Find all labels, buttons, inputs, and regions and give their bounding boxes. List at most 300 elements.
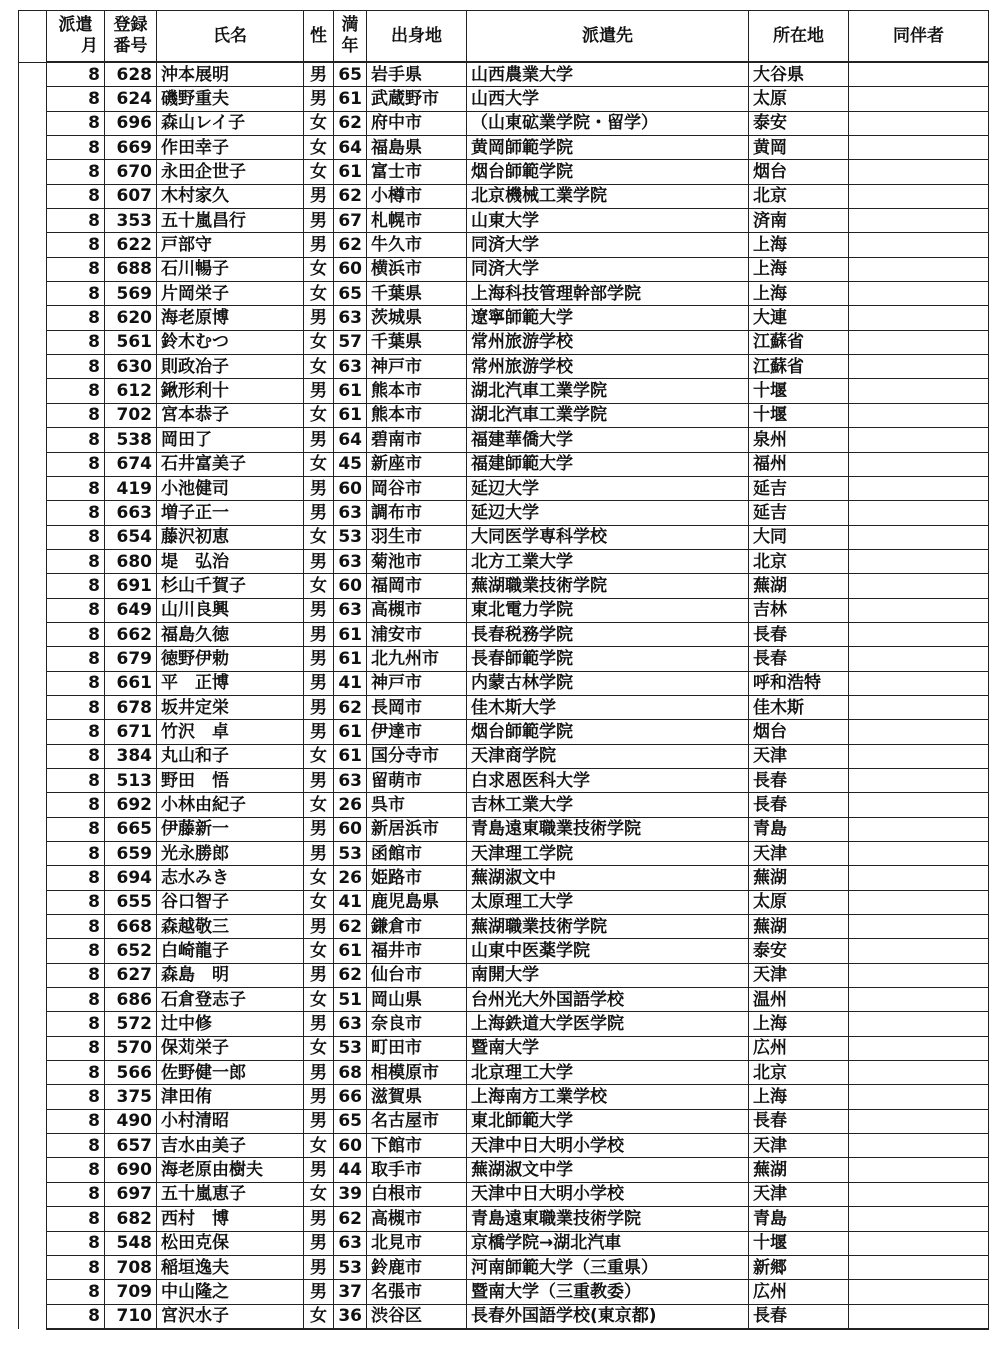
table-header [19,11,989,63]
table-row [19,768,989,792]
cell-blank [19,62,47,87]
table-row [19,890,989,914]
cell-month: 8 [47,476,105,500]
cell-name: 海老原博 [157,306,304,330]
cell-age: 41 [334,890,367,914]
cell-month: 8 [47,647,105,671]
cell-age: 65 [334,1109,367,1133]
cell-destination: 天津商学院 [467,744,749,768]
cell-month: 8 [47,160,105,184]
cell-month: 8 [47,1134,105,1158]
cell-month: 8 [47,720,105,744]
cell-registration-number: 624 [105,87,157,111]
cell-age: 53 [334,1036,367,1060]
cell-name: 小池健司 [157,476,304,500]
cell-origin: 北九州市 [367,647,467,671]
cell-blank [19,720,47,744]
cell-sex: 男 [304,1231,334,1255]
cell-companion [849,1036,989,1060]
header-destination: 派遣先 [467,11,749,63]
cell-companion [849,622,989,646]
cell-month: 8 [47,1182,105,1206]
cell-location: 長春 [749,1304,849,1329]
cell-origin: 熊本市 [367,403,467,427]
cell-destination: 北京理工大学 [467,1061,749,1085]
cell-name: 増子正一 [157,501,304,525]
table-row [19,1036,989,1060]
cell-sex: 男 [304,233,334,257]
cell-age: 53 [334,842,367,866]
cell-origin: 福島県 [367,136,467,160]
cell-blank [19,476,47,500]
cell-location: 泰安 [749,939,849,963]
cell-age: 61 [334,403,367,427]
cell-name: 白崎龍子 [157,939,304,963]
cell-sex: 女 [304,282,334,306]
cell-age: 63 [334,768,367,792]
cell-companion [849,233,989,257]
cell-origin: 調布市 [367,501,467,525]
cell-month: 8 [47,574,105,598]
cell-name: 石倉登志子 [157,988,304,1012]
cell-registration-number: 419 [105,476,157,500]
table-row [19,1134,989,1158]
cell-name: 宮沢水子 [157,1304,304,1329]
cell-age: 57 [334,330,367,354]
cell-location: 江蘇省 [749,330,849,354]
cell-origin: 武蔵野市 [367,87,467,111]
cell-blank [19,939,47,963]
cell-month: 8 [47,963,105,987]
cell-destination: 湖北汽車工業学院 [467,403,749,427]
cell-destination: 長春税務学院 [467,622,749,646]
table-row [19,62,989,87]
cell-origin: 白根市 [367,1182,467,1206]
cell-destination: 黄岡師範学院 [467,136,749,160]
cell-month: 8 [47,355,105,379]
cell-month: 8 [47,842,105,866]
cell-month: 8 [47,1280,105,1304]
cell-origin: 取手市 [367,1158,467,1182]
cell-month: 8 [47,184,105,208]
cell-sex: 男 [304,379,334,403]
cell-origin: 呉市 [367,793,467,817]
cell-companion [849,963,989,987]
cell-origin: 菊池市 [367,549,467,573]
cell-companion [849,209,989,233]
cell-companion [849,598,989,622]
cell-companion [849,695,989,719]
cell-destination: 京橋学院→湖北汽車 [467,1231,749,1255]
cell-companion [849,744,989,768]
cell-blank [19,744,47,768]
table-row [19,136,989,160]
cell-registration-number: 696 [105,111,157,135]
cell-month: 8 [47,1255,105,1279]
cell-companion [849,330,989,354]
cell-companion [849,915,989,939]
cell-origin: 千葉県 [367,330,467,354]
cell-location: 天津 [749,842,849,866]
cell-blank [19,1085,47,1109]
cell-blank [19,1036,47,1060]
cell-registration-number: 659 [105,842,157,866]
cell-origin: 名古屋市 [367,1109,467,1133]
table-row [19,501,989,525]
cell-companion [849,720,989,744]
cell-origin: 姫路市 [367,866,467,890]
cell-month: 8 [47,890,105,914]
cell-blank [19,1012,47,1036]
cell-destination: 大同医学専科学校 [467,525,749,549]
cell-location: 泉州 [749,428,849,452]
cell-blank [19,574,47,598]
cell-month: 8 [47,695,105,719]
cell-registration-number: 566 [105,1061,157,1085]
cell-registration-number: 649 [105,598,157,622]
table-row [19,1085,989,1109]
cell-destination: 遼寧師範大学 [467,306,749,330]
cell-name: 則政冶子 [157,355,304,379]
cell-location: 広州 [749,1280,849,1304]
cell-destination: 北方工業大学 [467,549,749,573]
cell-location: 天津 [749,744,849,768]
cell-location: 天津 [749,963,849,987]
cell-month: 8 [47,915,105,939]
cell-destination: 東北師範大学 [467,1109,749,1133]
cell-name: 竹沢 卓 [157,720,304,744]
cell-registration-number: 652 [105,939,157,963]
cell-sex: 女 [304,136,334,160]
cell-blank [19,622,47,646]
cell-registration-number: 697 [105,1182,157,1206]
cell-month: 8 [47,111,105,135]
cell-location: 大同 [749,525,849,549]
cell-destination: 福建師範大学 [467,452,749,476]
cell-registration-number: 710 [105,1304,157,1329]
cell-blank [19,501,47,525]
cell-registration-number: 669 [105,136,157,160]
cell-name: 五十嵐昌行 [157,209,304,233]
dispatch-table [18,10,989,1330]
header-month [47,11,105,63]
cell-month: 8 [47,257,105,281]
cell-name: 石川暢子 [157,257,304,281]
cell-location: 北京 [749,184,849,208]
cell-blank [19,1061,47,1085]
cell-sex: 男 [304,1061,334,1085]
cell-location: 上海 [749,282,849,306]
table-row [19,720,989,744]
cell-origin: 鈴鹿市 [367,1255,467,1279]
cell-name: 中山隆之 [157,1280,304,1304]
table-row [19,1182,989,1206]
cell-age: 61 [334,87,367,111]
table-row [19,1061,989,1085]
cell-origin: 長岡市 [367,695,467,719]
cell-origin: 神戸市 [367,355,467,379]
cell-blank [19,306,47,330]
cell-origin: 新座市 [367,452,467,476]
cell-destination: 長春師範学院 [467,647,749,671]
cell-sex: 男 [304,720,334,744]
table-row [19,379,989,403]
cell-origin: 千葉県 [367,282,467,306]
cell-destination: 蕪湖職業技術学院 [467,915,749,939]
cell-blank [19,866,47,890]
table-row [19,1207,989,1231]
cell-name: 谷口智子 [157,890,304,914]
cell-blank [19,988,47,1012]
cell-destination: 常州旅游学校 [467,355,749,379]
cell-age: 61 [334,379,367,403]
cell-month: 8 [47,87,105,111]
cell-name: 石井富美子 [157,452,304,476]
cell-blank [19,817,47,841]
cell-location: 上海 [749,233,849,257]
cell-origin: 浦安市 [367,622,467,646]
cell-month: 8 [47,793,105,817]
cell-registration-number: 671 [105,720,157,744]
table-row [19,257,989,281]
cell-origin: 神戸市 [367,671,467,695]
cell-companion [849,403,989,427]
cell-age: 67 [334,209,367,233]
cell-companion [849,1085,989,1109]
cell-name: 福島久徳 [157,622,304,646]
cell-companion [849,549,989,573]
cell-origin: 町田市 [367,1036,467,1060]
table-row [19,939,989,963]
cell-month: 8 [47,1085,105,1109]
header-location: 所在地 [749,11,849,63]
cell-companion [849,62,989,87]
cell-month: 8 [47,379,105,403]
cell-location: 太原 [749,890,849,914]
cell-registration-number: 627 [105,963,157,987]
table-row [19,306,989,330]
cell-blank [19,695,47,719]
cell-age: 51 [334,988,367,1012]
cell-location: 天津 [749,1134,849,1158]
cell-destination: （山東砿業学院・留学） [467,111,749,135]
cell-month: 8 [47,428,105,452]
cell-name: 小林由紀子 [157,793,304,817]
table-row [19,988,989,1012]
cell-destination: 佳木斯大学 [467,695,749,719]
cell-registration-number: 612 [105,379,157,403]
cell-age: 36 [334,1304,367,1329]
cell-name: 戸部守 [157,233,304,257]
cell-companion [849,1134,989,1158]
header-blank [19,11,47,63]
cell-origin: 奈良市 [367,1012,467,1036]
cell-name: 伊藤新一 [157,817,304,841]
cell-companion [849,1231,989,1255]
cell-companion [849,160,989,184]
cell-age: 64 [334,428,367,452]
header-reg-top: 登録 [113,15,148,35]
cell-month: 8 [47,1061,105,1085]
cell-origin: 茨城県 [367,306,467,330]
cell-registration-number: 690 [105,1158,157,1182]
cell-name: 光永勝郎 [157,842,304,866]
cell-location: 長春 [749,768,849,792]
cell-sex: 男 [304,1280,334,1304]
table-row [19,282,989,306]
cell-location: 天津 [749,1182,849,1206]
table-row [19,622,989,646]
cell-registration-number: 682 [105,1207,157,1231]
cell-blank [19,184,47,208]
cell-location: 吉林 [749,598,849,622]
cell-companion [849,306,989,330]
cell-destination: 同済大学 [467,257,749,281]
table-row [19,1231,989,1255]
header-registration [105,11,157,63]
cell-registration-number: 686 [105,988,157,1012]
table-row [19,160,989,184]
table-row [19,574,989,598]
cell-age: 63 [334,501,367,525]
cell-origin: 渋谷区 [367,1304,467,1329]
cell-month: 8 [47,671,105,695]
cell-location: 長春 [749,793,849,817]
table-row [19,233,989,257]
cell-companion [849,1158,989,1182]
cell-location: 広州 [749,1036,849,1060]
table-row [19,1280,989,1304]
table-row [19,1255,989,1279]
cell-blank [19,355,47,379]
cell-companion [849,1012,989,1036]
cell-month: 8 [47,866,105,890]
cell-sex: 女 [304,330,334,354]
cell-sex: 男 [304,209,334,233]
cell-destination: 北京機械工業学院 [467,184,749,208]
cell-location: 十堰 [749,379,849,403]
cell-companion [849,671,989,695]
cell-name: 沖本展明 [157,62,304,87]
cell-blank [19,330,47,354]
table-row [19,1109,989,1133]
cell-name: 藤沢初恵 [157,525,304,549]
cell-origin: 横浜市 [367,257,467,281]
cell-name: 杉山千賀子 [157,574,304,598]
cell-age: 60 [334,574,367,598]
cell-location: 十堰 [749,1231,849,1255]
cell-sex: 女 [304,1182,334,1206]
cell-age: 66 [334,1085,367,1109]
cell-blank [19,1231,47,1255]
cell-origin: 福岡市 [367,574,467,598]
cell-registration-number: 688 [105,257,157,281]
cell-registration-number: 661 [105,671,157,695]
cell-companion [849,1207,989,1231]
cell-location: 上海 [749,1085,849,1109]
table-row [19,452,989,476]
table-row [19,330,989,354]
cell-name: 保苅栄子 [157,1036,304,1060]
table-row [19,87,989,111]
cell-sex: 女 [304,160,334,184]
cell-name: 丸山和子 [157,744,304,768]
cell-sex: 男 [304,549,334,573]
cell-registration-number: 384 [105,744,157,768]
cell-location: 烟台 [749,160,849,184]
cell-blank [19,768,47,792]
cell-destination: 蕪湖淑文中学 [467,1158,749,1182]
cell-month: 8 [47,939,105,963]
cell-companion [849,1280,989,1304]
table-row [19,744,989,768]
cell-blank [19,87,47,111]
cell-companion [849,282,989,306]
cell-location: 済南 [749,209,849,233]
cell-name: 森島 明 [157,963,304,987]
cell-name: 宮本恭子 [157,403,304,427]
cell-age: 62 [334,233,367,257]
cell-sex: 男 [304,817,334,841]
cell-name: 作田幸子 [157,136,304,160]
header-row [19,11,989,63]
cell-location: 長春 [749,1109,849,1133]
cell-origin: 名張市 [367,1280,467,1304]
cell-month: 8 [47,452,105,476]
cell-registration-number: 569 [105,282,157,306]
cell-age: 61 [334,939,367,963]
cell-destination: 上海科技管理幹部学院 [467,282,749,306]
cell-registration-number: 630 [105,355,157,379]
cell-origin: 札幌市 [367,209,467,233]
cell-sex: 女 [304,1036,334,1060]
cell-name: 永田企世子 [157,160,304,184]
cell-origin: 留萌市 [367,768,467,792]
cell-sex: 男 [304,768,334,792]
cell-name: 鈴木むつ [157,330,304,354]
table-row [19,598,989,622]
cell-registration-number: 657 [105,1134,157,1158]
cell-origin: 新居浜市 [367,817,467,841]
cell-registration-number: 620 [105,306,157,330]
cell-registration-number: 572 [105,1012,157,1036]
header-age-bottom: 年 [341,36,359,56]
cell-destination: 暨南大学 [467,1036,749,1060]
cell-companion [849,136,989,160]
cell-month: 8 [47,403,105,427]
cell-location: 青島 [749,817,849,841]
cell-sex: 男 [304,476,334,500]
table-row [19,842,989,866]
cell-month: 8 [47,62,105,87]
table-body [19,62,989,1329]
cell-sex: 男 [304,87,334,111]
cell-location: 十堰 [749,403,849,427]
cell-blank [19,379,47,403]
cell-location: 延吉 [749,476,849,500]
table-row [19,817,989,841]
cell-destination: 福建華僑大学 [467,428,749,452]
cell-registration-number: 375 [105,1085,157,1109]
cell-companion [849,817,989,841]
cell-destination: 蕪湖淑文中 [467,866,749,890]
cell-sex: 男 [304,1158,334,1182]
cell-blank [19,111,47,135]
cell-destination: 台州光大外国語学校 [467,988,749,1012]
cell-origin: 伊達市 [367,720,467,744]
cell-blank [19,1280,47,1304]
cell-location: 長春 [749,647,849,671]
